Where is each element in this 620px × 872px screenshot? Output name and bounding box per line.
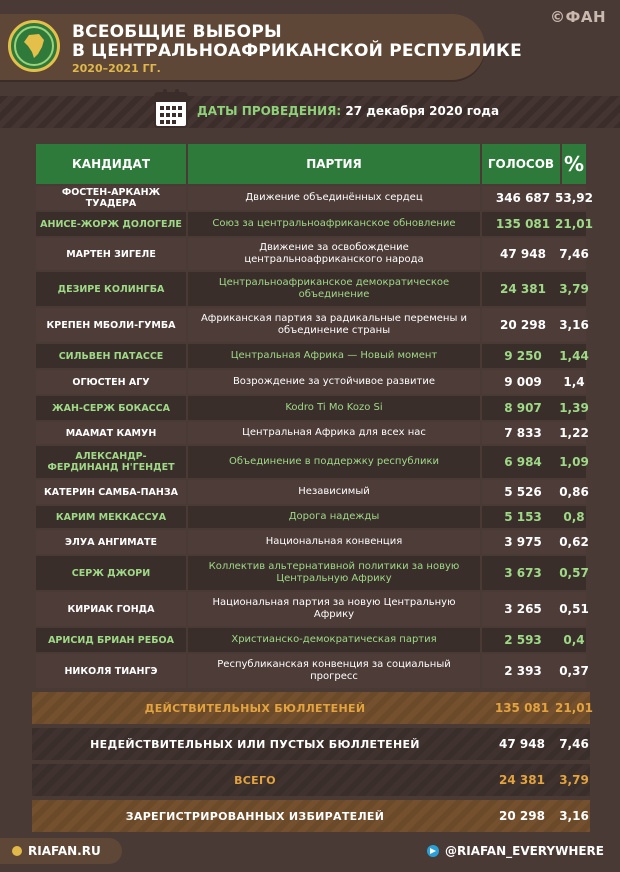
votes-cell: 9 250 [482, 344, 564, 368]
party-cell: Союз за центральноафриканское обновление [188, 212, 480, 236]
votes-cell: 5 153 [482, 506, 564, 528]
candidate-cell: КИРИАК ГОНДА [36, 592, 186, 626]
table-row [36, 654, 589, 688]
candidate-cell: КАРИМ МЕККАССУА [36, 506, 186, 528]
date-value: 27 декабря 2020 года [345, 104, 500, 118]
percent-cell: 0,37 [559, 664, 589, 678]
col-party: ПАРТИЯ [188, 144, 480, 184]
summary-percent: 7,46 [559, 737, 589, 751]
telegram-link[interactable] [427, 844, 604, 858]
party-cell: Центральноафриканское демократическое объединение [188, 272, 480, 306]
candidate-cell: ФОСТЕН-АРКАНЖ ТУАДЕРА [36, 186, 186, 210]
table-row [36, 446, 589, 478]
party-cell: Центральная Африка для всех нас [188, 422, 480, 444]
date-label: ДАТЫ ПРОВЕДЕНИЯ: [197, 104, 342, 118]
votes-cell: 20 298 [482, 308, 564, 342]
party-cell: Национальная партия за новую Центральную Африку [188, 592, 480, 626]
fan-logo: ©ФАН [549, 8, 606, 26]
summary-label: ДЕЙСТВИТЕЛЬНЫХ БЮЛЛЕТЕНЕЙ [144, 701, 366, 715]
party-cell: Kodro Ti Mo Kozo Si [188, 396, 480, 420]
summary-label: НЕДЕЙСТВИТЕЛЬНЫХ ИЛИ ПУСТЫХ БЮЛЛЕТЕНЕЙ [90, 737, 420, 751]
candidate-cell: СИЛЬВЕН ПАТАССЕ [36, 344, 186, 368]
telegram-icon [427, 845, 439, 857]
summary-label: ВСЕГО [234, 773, 276, 787]
votes-cell: 2 593 [482, 628, 564, 652]
table-row [36, 308, 589, 342]
candidate-cell: ЖАН-СЕРЖ БОКАССА [36, 396, 186, 420]
candidate-cell: КРЕПЕН МБОЛИ-ГУМБА [36, 308, 186, 342]
table-row [36, 212, 593, 236]
title-line2: В ЦЕНТРАЛЬНОАФРИКАНСКОЙ РЕСПУБЛИКЕ [72, 41, 522, 61]
table-row [36, 272, 589, 306]
percent-cell: 7,46 [559, 247, 589, 261]
col-candidate: КАНДИДАТ [36, 144, 186, 184]
percent-cell: 0,4 [563, 633, 585, 647]
percent-cell: 0,51 [559, 602, 589, 616]
table-row [36, 422, 589, 444]
table-row [36, 238, 589, 270]
candidate-cell: ЭЛУА АНГИМАТЕ [36, 530, 186, 554]
results-table [36, 144, 593, 826]
col-votes: ГОЛОСОВ [482, 144, 560, 184]
candidate-cell: СЕРЖ ДЖОРИ [36, 556, 186, 590]
party-cell: Независимый [188, 480, 480, 504]
candidate-cell: НИКОЛЯ ТИАНГЭ [36, 654, 186, 688]
party-cell: Национальная конвенция [188, 530, 480, 554]
telegram-label: @RIAFAN_EVERYWHERE [444, 844, 604, 858]
candidate-cell: АРИСИД БРИАН РЕБОА [36, 628, 186, 652]
title-line1: ВСЕОБЩИЕ ВЫБОРЫ [72, 22, 282, 42]
col-percent: % [562, 144, 586, 184]
summary-votes: 47 948 [499, 737, 545, 751]
summary-percent: 3,16 [559, 809, 589, 823]
page-title [72, 23, 522, 61]
votes-cell: 135 081 [482, 212, 564, 236]
percent-cell: 3,16 [559, 318, 589, 332]
party-cell: Движение объединённых сердец [188, 186, 480, 210]
election-date [197, 104, 499, 118]
candidate-cell: КАТЕРИН САМБА-ПАНЗА [36, 480, 186, 504]
votes-cell: 47 948 [482, 238, 564, 270]
table-row [36, 396, 589, 420]
votes-cell: 9 009 [482, 370, 564, 394]
table-row [36, 186, 593, 210]
percent-cell: 53,92 [555, 191, 593, 205]
party-cell: Движение за освобождение центральноафриканского народа [188, 238, 480, 270]
table-row [36, 530, 589, 554]
party-cell: Коллектив альтернативной политики за новую Центральную Африку [188, 556, 480, 590]
percent-cell: 1,44 [559, 349, 589, 363]
site-link[interactable] [0, 838, 122, 864]
candidate-cell: АЛЕКСАНДР-ФЕРДИНАНД Н'ГЕНДЕТ [36, 446, 186, 478]
percent-cell: 1,22 [559, 426, 589, 440]
page-subtitle: 2020–2021 ГГ. [72, 62, 161, 75]
votes-cell: 5 526 [482, 480, 564, 504]
summary-row [32, 800, 590, 832]
summary-row [32, 764, 590, 796]
votes-cell: 8 907 [482, 396, 564, 420]
party-cell: Африканская партия за радикальные перемены и объединение страны [188, 308, 480, 342]
party-cell: Дорога надежды [188, 506, 480, 528]
table-header [36, 144, 586, 184]
site-icon [12, 846, 22, 856]
summary-percent: 21,01 [555, 701, 593, 715]
summary-row [32, 728, 590, 760]
candidate-cell: АНИСЕ-ЖОРЖ ДОЛОГЕЛЕ [36, 212, 186, 236]
percent-cell: 0,86 [559, 485, 589, 499]
votes-cell: 346 687 [482, 186, 564, 210]
candidate-cell: МАРТЕН ЗИГЕЛЕ [36, 238, 186, 270]
summary-row [32, 692, 593, 724]
party-cell: Возрождение за устойчивое развитие [188, 370, 480, 394]
summary-votes: 135 081 [494, 701, 550, 715]
summary-votes: 24 381 [499, 773, 545, 787]
candidate-cell: ДЕЗИРЕ КОЛИНГБА [36, 272, 186, 306]
percent-cell: 3,79 [559, 282, 589, 296]
votes-cell: 2 393 [482, 654, 564, 688]
votes-cell: 3 265 [482, 592, 564, 626]
percent-cell: 1,09 [559, 455, 589, 469]
party-cell: Христианско-демократическая партия [188, 628, 480, 652]
table-row [36, 480, 589, 504]
table-row [36, 370, 586, 394]
table-row [36, 592, 589, 626]
party-cell: Объединение в поддержку республики [188, 446, 480, 478]
summary-percent: 3,79 [559, 773, 589, 787]
percent-cell: 1,39 [559, 401, 589, 415]
votes-cell: 3 673 [482, 556, 564, 590]
party-cell: Центральная Африка — Новый момент [188, 344, 480, 368]
percent-cell: 0,62 [559, 535, 589, 549]
candidate-cell: МААМАТ КАМУН [36, 422, 186, 444]
votes-cell: 24 381 [482, 272, 564, 306]
votes-cell: 7 833 [482, 422, 564, 444]
summary-votes: 20 298 [499, 809, 545, 823]
votes-cell: 3 975 [482, 530, 564, 554]
table-row [36, 556, 589, 590]
votes-cell: 6 984 [482, 446, 564, 478]
party-cell: Республиканская конвенция за социальный прогресс [188, 654, 480, 688]
table-row [36, 628, 586, 652]
summary-label: ЗАРЕГИСТРИРОВАННЫХ ИЗБИРАТЕЛЕЙ [125, 809, 385, 823]
percent-cell: 1,4 [563, 375, 585, 389]
table-row [36, 344, 589, 368]
percent-cell: 0,8 [563, 510, 585, 524]
africa-emblem-icon [8, 20, 60, 72]
candidate-cell: ОГЮСТЕН АГУ [36, 370, 186, 394]
site-label: RIAFAN.RU [28, 844, 101, 858]
percent-cell: 21,01 [555, 217, 593, 231]
table-row [36, 506, 586, 528]
calendar-icon [154, 92, 188, 128]
percent-cell: 0,57 [559, 566, 589, 580]
